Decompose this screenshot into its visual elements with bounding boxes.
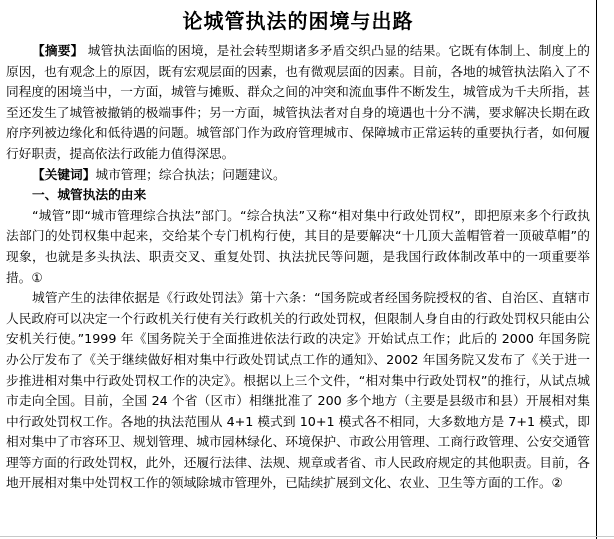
body-paragraph-1: “城管”即“城市管理综合执法”部门。“综合执法”又称“相对集中行政处罚权”，即把原来多个行政执法部门的处罚权集中起来，交给某个专门机构行使，其目的是要解决“十几顶大盖帽管着一顶破草帽”的现象，也就是多头执法、职责交叉、重复处罚、执法扰民等问题，是我国行政体制改革中的一项重要举措。① bbox=[6, 207, 590, 285]
document-title: 论城管执法的困境与出路 bbox=[182, 9, 414, 33]
body-paragraph-2: 城管产生的法律依据是《行政处罚法》第十六条：“国务院或者经国务院授权的省、自治区、直辖市人民政府可以决定一个行政机关行使有关行政机关的行政处罚权，但限制人身自由的行政处罚权只能由公安机关行使。”1999 年《国务院关于全面推进依法行政的决定》开始试点工作；此后的 2000 年国务院办公厅发布了《关于继续做好相对集中行政处罚试点工作的通知》、2002 年国务院又发布了《关于进一步推进相对集中行政处罚权工作的决定》。根据以上三个文件，“相对集中行政处罚权”的推行，从试点城市走向全国。目前，全国 24 个省（区市）相继批准了 200 多个地方（主要是县级市和县）开展相对集中行政处罚权工作。各地的执法范围从 4+1 模式到 10+1 模式各不相同，大多数地方是 7+1 模式，即相对集中了市容环卫、规划管理、城市园林绿化、环境保护、市政公用管理、工商行政管理、公安交通管理等方面的行政处罚权，此外，还履行法律、法规、规章或者省、市人民政府规定的其他职责。目前，各地开展相对集中处罚权工作的领域除城市管理外，已陆续扩展到文化、农业、卫生等方面的工作。② bbox=[6, 290, 590, 491]
keywords-text: 城市管理；综合执法；问题建议。 bbox=[95, 166, 286, 182]
document-body bbox=[6, 41, 590, 494]
page-edge-rule bbox=[596, 0, 597, 539]
keywords-paragraph bbox=[6, 165, 590, 186]
abstract-paragraph bbox=[6, 41, 590, 165]
abstract-label: 【摘要】 bbox=[32, 43, 84, 58]
abstract-text: 城管执法面临的困境，是社会转型期诸多矛盾交织凸显的结果。它既有体制上、制度上的原因，也有观念上的原因，既有宏观层面的因素，也有微观层面的因素。目前，各地的城管执法陷入了不同程度的困境当中，一方面，城管与摊贩、群众之间的冲突和流血事件不断发生，城管成为千夫所指，甚至还发生了城管被撤销的极端事件；另一方面，城管执法者对自身的境遇也十分不满，要求解决长期在政府序列被边缘化和低待遇的问题。城管部门作为政府管理城市、保障城市正常运转的重要执行者，如何履行好职责，提高依法行政能力值得深思。 bbox=[6, 43, 590, 161]
bottom-rule bbox=[0, 536, 614, 537]
keywords-label: 【关键词】 bbox=[32, 166, 96, 182]
section-heading: 一、城管执法的由来 bbox=[32, 187, 147, 203]
